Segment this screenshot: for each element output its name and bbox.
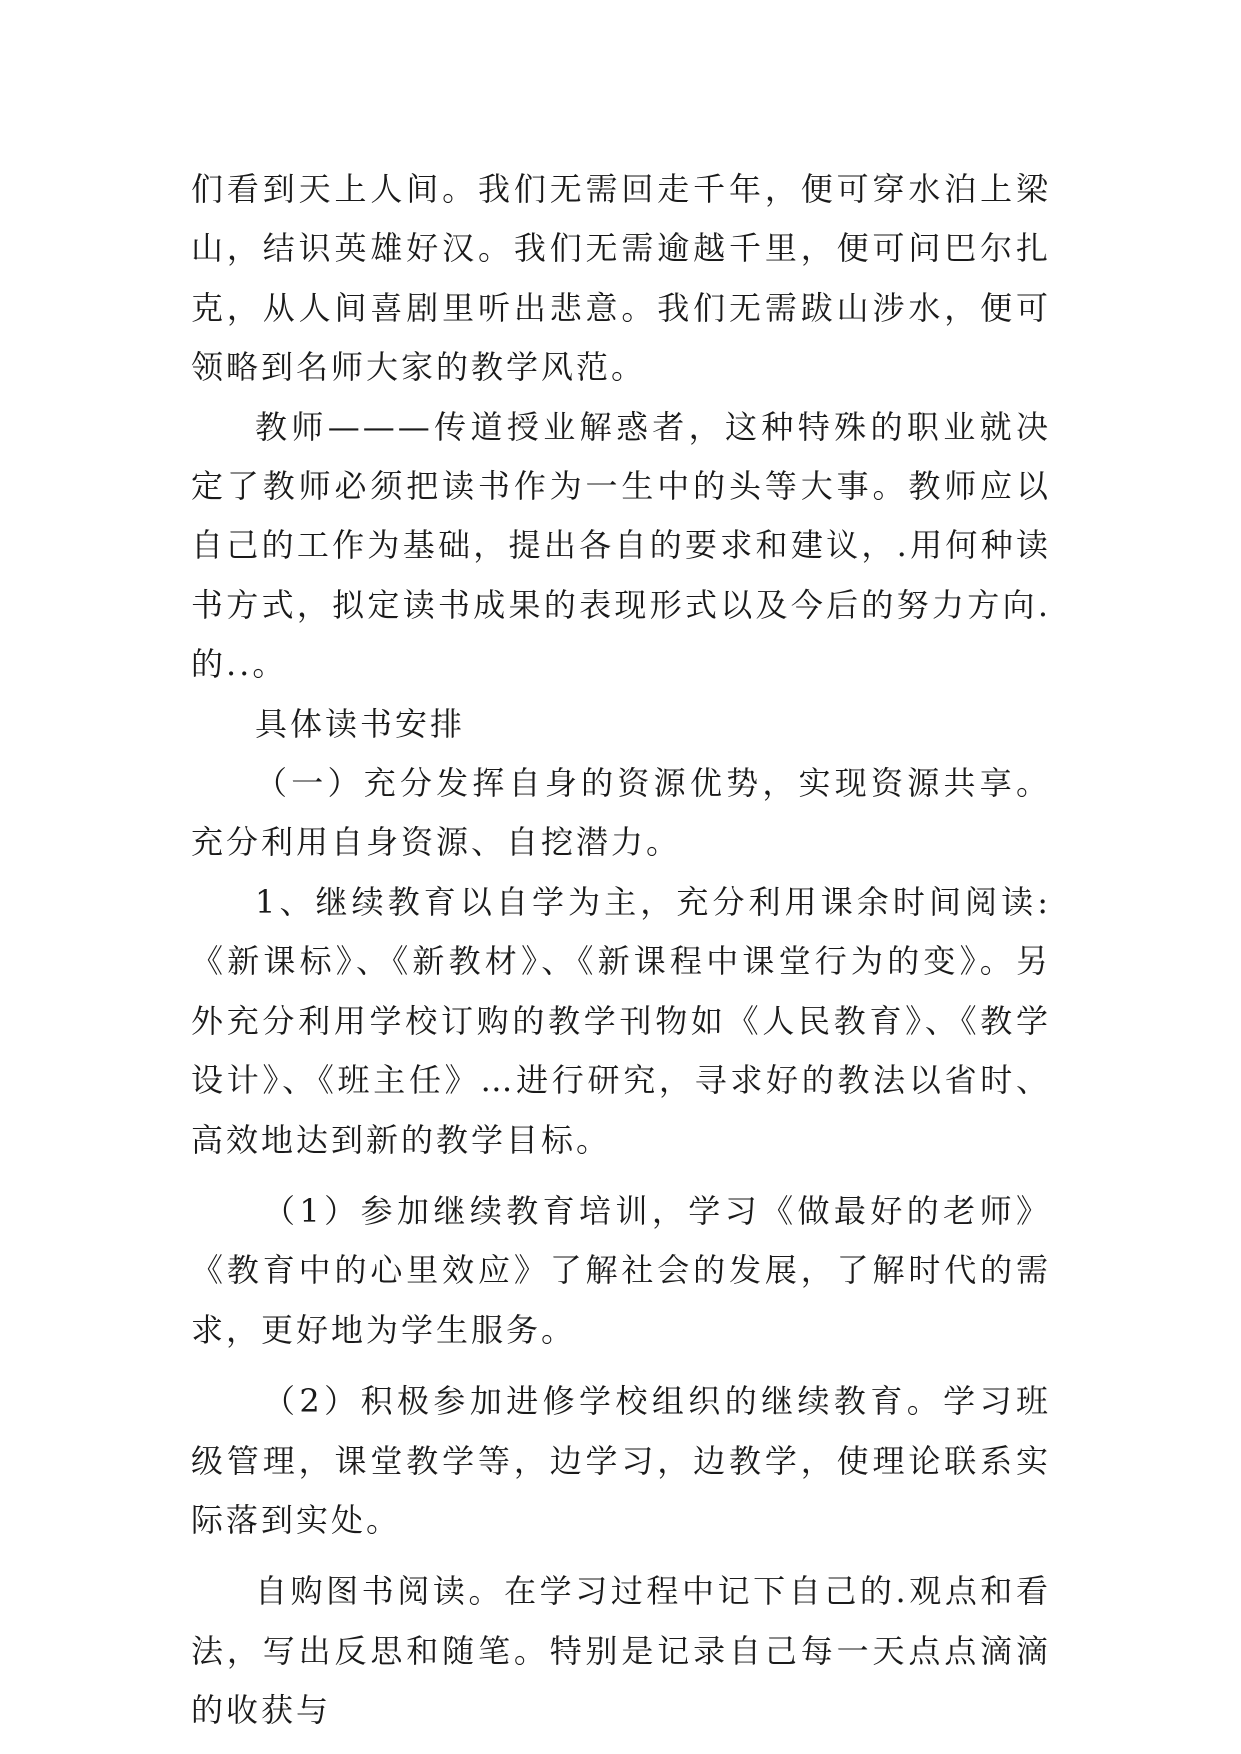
paragraph-resource-advantage: （一）充分发挥自身的资源优势，实现资源共享。充分利用自身资源、自挖潜力。 xyxy=(191,764,1051,862)
paragraph-training-item-1: （1）参加继续教育培训，学习《做最好的老师》《教育中的心里效应》了解社会的发展，了解时代的需求，更好地为学生服务。 xyxy=(191,1191,1051,1349)
paragraph-training-item-2: （2）积极参加进修学校组织的继续教育。学习班级管理，课堂教学等，边学习，边教学，使理论联系实际落到实处。 xyxy=(191,1382,1051,1539)
section-heading-reading-plan: 具体读书安排 xyxy=(255,704,466,743)
paragraph-teacher-role: 教师———传道授业解惑者，这种特殊的职业就决定了教师必须把读书作为一生中的头等大事。教师应以自己的工作为基础，提出各自的要求和建议，.用何种读书方式，拟定读书成果的表现形式以及今后的努力方向.的..。 xyxy=(191,407,1051,684)
document-body xyxy=(191,160,1051,1741)
paragraph-continuing-education: 1、继续教育以自学为主，充分利用课余时间阅读:《新课标》、《新教材》、《新课程中课堂行为的变》。另外充分利用学校订购的教学刊物如《人民教育》、《教学设计》、《班主任》…进行研究，寻求好的教法以省时、高效地达到新的教学目标。 xyxy=(191,882,1051,1159)
paragraph-continuation: 们看到天上人间。我们无需回走千年，便可穿水泊上梁山，结识英雄好汉。我们无需逾越千里，便可问巴尔扎克，从人间喜剧里听出悲意。我们无需跋山涉水，便可领略到名师大家的教学风范。 xyxy=(191,170,1051,387)
paragraph-self-purchased-books: 自购图书阅读。在学习过程中记下自己的.观点和看法，写出反思和随笔。特别是记录自己每一天点点滴滴的收获与 xyxy=(191,1572,1051,1730)
